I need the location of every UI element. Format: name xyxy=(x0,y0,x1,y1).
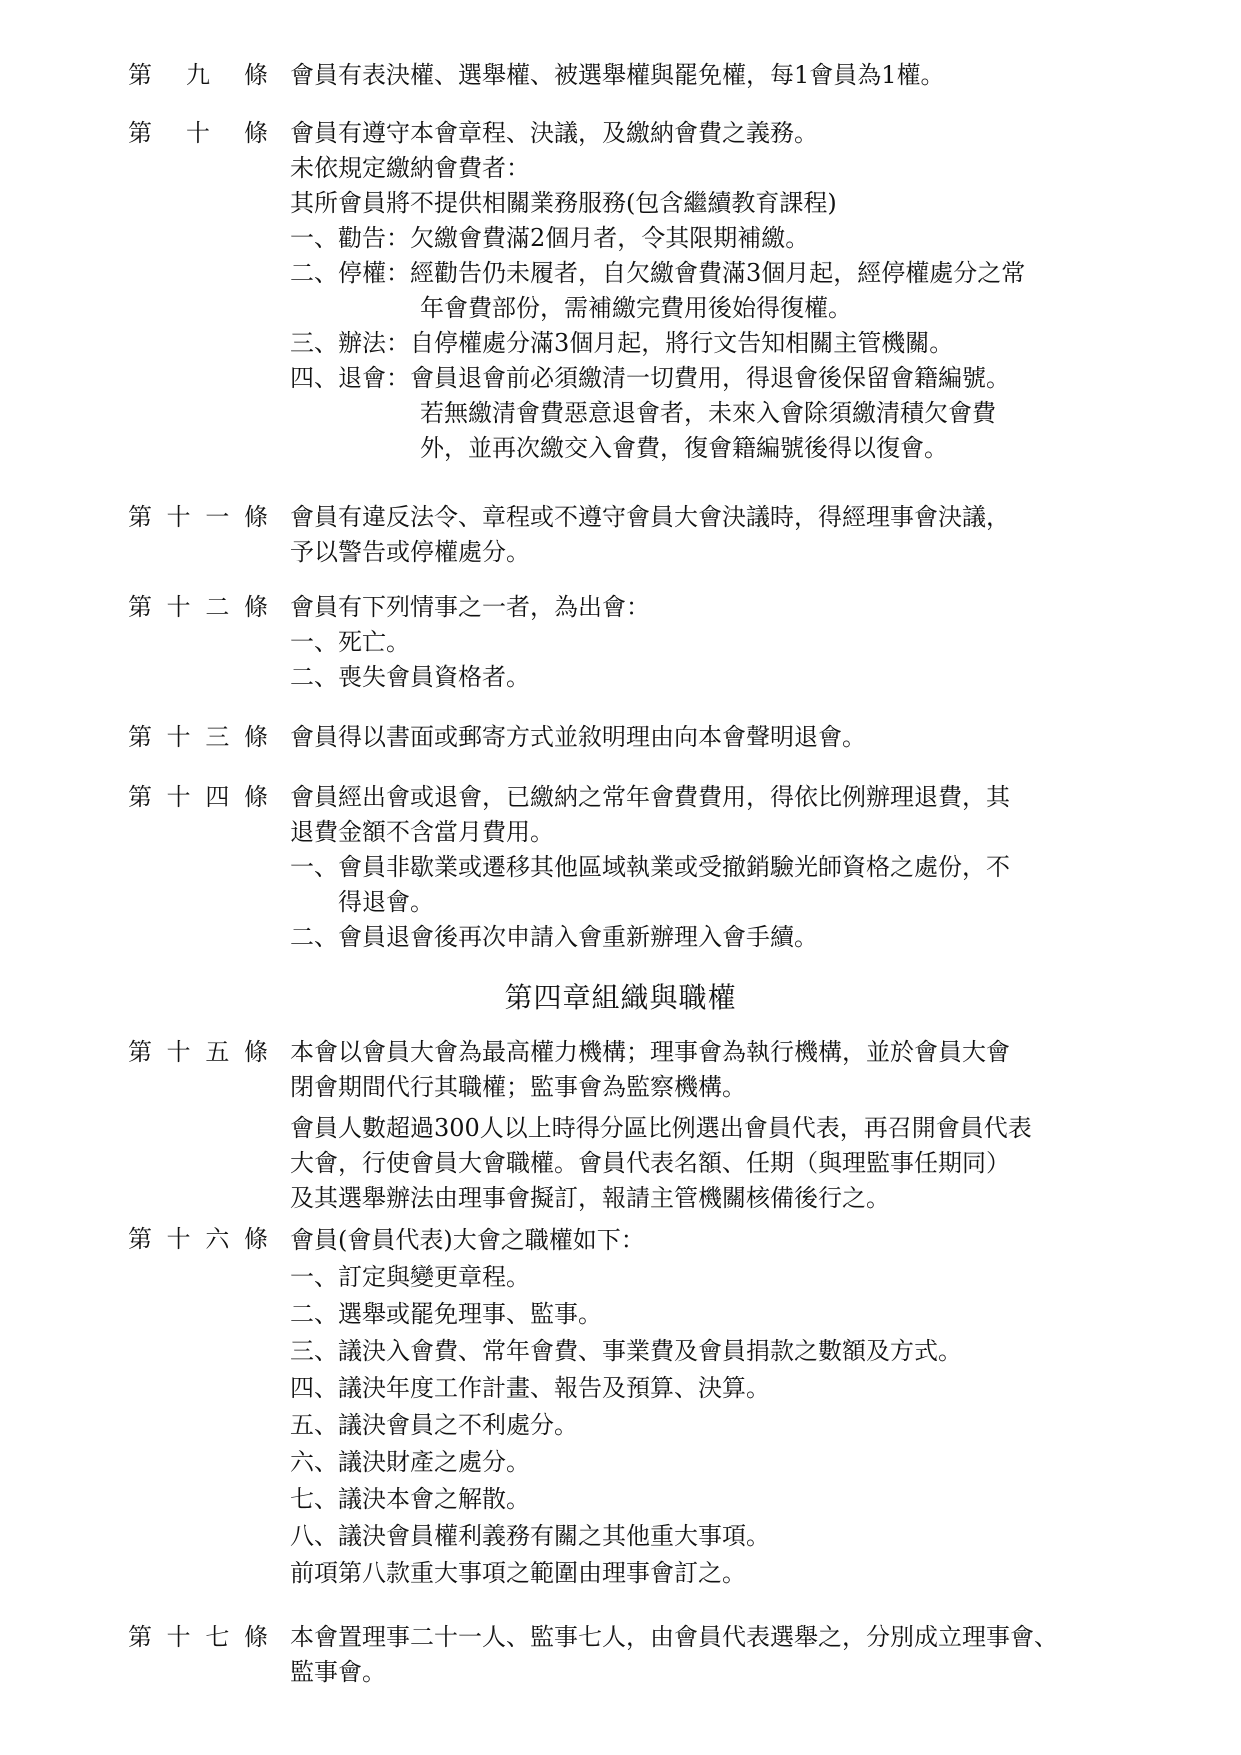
article-body: 會員(會員代表)大會之職權如下： 一、訂定與變更章程。 二、選舉或罷免理事、監事。 三、議決入會費、常年會費、事業費及會員捐款之數額及方式。 四、議決年度工作計畫、報告及預算、決算。 五、議決會員之不利處分。 六、議決財產之處分。 七、議決本會之解散。 八、議決會員權利義務有關之其他重大事項。 前項第八款重大事項之範圍由理事會訂之。 xyxy=(290,1226,962,1587)
article-body: 會員有遵守本會章程、決議，及繳納會費之義務。 未依規定繳納會費者： 其所會員將不提供相關業務服務(包含繼續教育課程) 一、勸告： 欠繳會費滿2個月者，令其限期補繳。 二、停權： 經勸告仍未履者，自欠繳會費滿3個月起，經停權處分之常 年會費部份，需補繳完費用後始得復權。 三、辦法： 自停權處分滿3個月起，將行文告知相關主管機關。 四、退會： 會員退會前必須繳清一切費用，得退會後保留會籍編號。 若無繳清會費惡意退會者，未來入會除須繳清積欠會費 外，並再次繳交入會費，復會籍編號後得以復會。 xyxy=(290,116,1120,466)
list-item: 一、勸告： 欠繳會費滿2個月者，令其限期補繳。 xyxy=(290,224,810,252)
article-label: 第 十 五 條 xyxy=(128,1038,268,1066)
list-item: 一、 會員非歇業或遷移其他區域執業或受撤銷驗光師資格之處份，不 得退會。 xyxy=(290,853,1010,916)
article-body: 會員有表決權、選舉權、被選舉權與罷免權，每1會員為1權。 xyxy=(290,61,945,89)
article-body: 會員有下列情事之一者，為出會： 一、死亡。 二、喪失會員資格者。 xyxy=(290,593,650,691)
list-item: 四、退會： 會員退會前必須繳清一切費用，得退會後保留會籍編號。 若無繳清會費惡意退會者，未來入會除須繳清積欠會費 外，並再次繳交入會費，復會籍編號後得以復會。 xyxy=(290,364,1010,462)
list-item: 三、辦法： 自停權處分滿3個月起，將行文告知相關主管機關。 xyxy=(290,329,954,357)
article-body: 本會置理事二十一人、監事七人，由會員代表選舉之，分別成立理事會、 監事會。 xyxy=(290,1623,1058,1686)
list-item: 二、停權： 經勸告仍未履者，自欠繳會費滿3個月起，經停權處分之常 年會費部份，需補繳完費用後始得復權。 xyxy=(290,259,1026,322)
article-label: 第 十 二 條 xyxy=(128,593,268,621)
article-label: 第 十 條 xyxy=(128,119,268,147)
article-body: 會員經出會或退會，已繳納之常年會費費用，得依比例辦理退費，其 退費金額不含當月費用。 一、 會員非歇業或遷移其他區域執業或受撤銷驗光師資格之處份，不 得退會。 二、 會員退會後再次申請入會重新辦理入會手續。 xyxy=(290,780,1120,955)
article-label: 第 九 條 xyxy=(128,61,268,89)
list-item: 二、 會員退會後再次申請入會重新辦理入會手續。 xyxy=(290,923,818,951)
article-label: 第 十 一 條 xyxy=(128,503,268,531)
article-label: 第 十 三 條 xyxy=(128,723,268,751)
article-label: 第 十 六 條 xyxy=(128,1225,268,1253)
article-body: 本會以會員大會為最高權力機構；理事會為執行機構，並於會員大會 閉會期間代行其職權；監事會為監察機構。 會員人數超過300人以上時得分區比例選出會員代表，再召開會員代表 大會，行使會員大會職權。會員代表名額、任期（與理監事任期同） 及其選舉辦法由理事會擬訂，報請主管機關核備後行之。 xyxy=(290,1038,1032,1212)
article-body: 會員有違反法令、章程或不遵守會員大會決議時，得經理事會決議， 予以警告或停權處分。 xyxy=(290,503,1010,566)
article-label: 第 十 四 條 xyxy=(128,783,268,811)
article-label: 第 十 七 條 xyxy=(128,1623,268,1651)
article-body: 會員得以書面或郵寄方式並敘明理由向本會聲明退會。 xyxy=(290,723,866,751)
chapter-heading: 第四章組織與職權 xyxy=(504,981,737,1014)
